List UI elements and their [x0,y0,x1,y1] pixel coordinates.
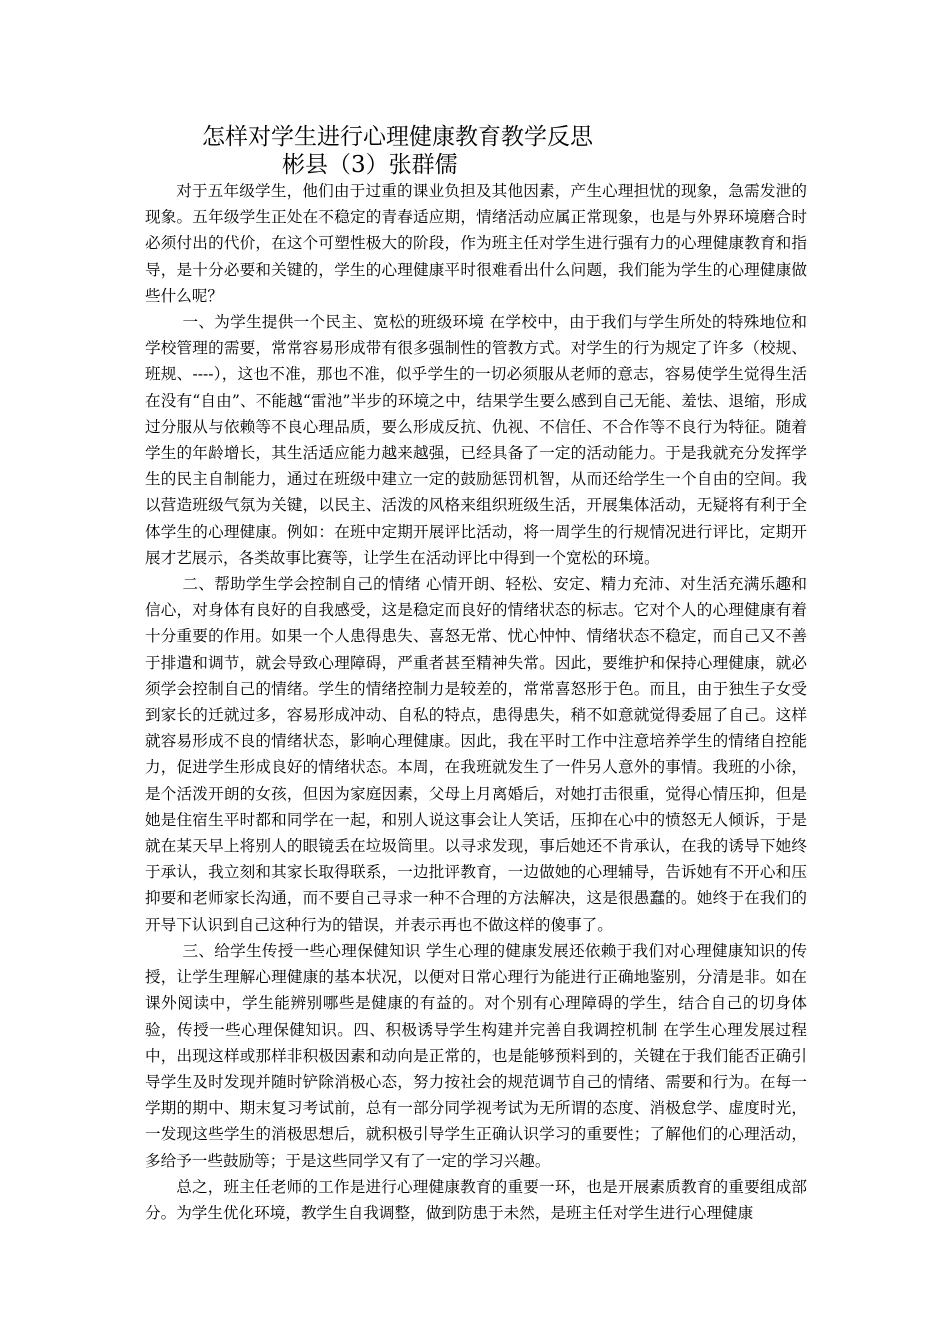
document-body [145,178,807,1226]
paragraph-intro: 对于五年级学生，他们由于过重的课业负担及其他因素，产生心理担忧的现象，急需发泄的现象。五年级学生正处在不稳定的青春适应期，情绪活动应属正常现象，也是与外界环境磨合时必须付出的代价，在这个可塑性极大的阶段，作为班主任对学生进行强有力的心理健康教育和指导，是十分必要和关键的，学生的心理健康平时很难看出什么问题，我们能为学生的心理健康做些什么呢？ [145,182,807,305]
paragraph-section-2: 二、帮助学生学会控制自己的情绪 心情开朗、轻松、安定、精力充沛、对生活充满乐趣和信心，对身体有良好的自我感受，这是稳定而良好的情绪状态的标志。它对个人的心理健康有着十分重要的作用。如果一个人患得患失、喜怒无常、忧心忡忡、情绪状态不稳定，而自己又不善于排遣和调节，就会导致心理障碍，严重者甚至精神失常。因此，要维护和保持心理健康，就必须学会控制自己的情绪。学生的情绪控制力是较差的，常常喜怒形于色。而且，由于独生子女受到家长的迁就过多，容易形成冲动、自私的特点，患得患失，稍不如意就觉得委屈了自己。这样就容易形成不良的情绪状态，影响心理健康。因此，我在平时工作中注意培养学生的情绪自控能力，促进学生形成良好的情绪状态。本周，在我班就发生了一件另人意外的事情。我班的小徐，是个活泼开朗的女孩，但因为家庭因素，父母上月离婚后，对她打击很重，觉得心情压抑，但是她是住宿生平时都和同学在一起，和别人说这事会让人笑话，压抑在心中的愤怒无人倾诉，于是就在某天早上将别人的眼镜丢在垃圾筒里。以寻求发现，事后她还不肯承认，在我的诱导下她终于承认，我立刻和其家长取得联系，一边批评教育，一边做她的心理辅导，告诉她有不开心和压抑要和老师家长沟通，而不要自己寻求一种不合理的方法解决，这是很愚蠢的。她终于在我们的开导下认识到自己这种行为的错误，并表示再也不做这样的傻事了。 [145,575,807,934]
paragraph-section-3: 三、给学生传授一些心理保健知识 学生心理的健康发展还依赖于我们对心理健康知识的传授，让学生理解心理健康的基本状况，以便对日常心理行为能进行正确地鉴别，分清是非。如在课外阅读中，学生能辨别哪些是健康的有益的。对个别有心理障碍的学生，结合自己的切身体验，传授一些心理保健知识。四、积极诱导学生构建并完善自我调控机制 在学生心理发展过程中，出现这样或那样非积极因素和动向是正常的，也是能够预料到的，关键在于我们能否正确引导学生及时发现并随时铲除消极心态，努力按社会的规范调节自己的情绪、需要和行为。在每一学期的期中、期末复习考试前，总有一部分同学视考试为无所谓的态度、消极怠学、虚度时光，一发现这些学生的消极思想后，就积极引导学生正确认识学习的重要性；了解他们的心理活动，多给予一些鼓励等；于是这些同学又有了一定的学习兴趣。 [145,941,807,1170]
document-title: 怎样对学生进行心理健康教育教学反思 [202,124,593,150]
paragraph-section-1: 一、为学生提供一个民主、宽松的班级环境 在学校中，由于我们与学生所处的特殊地位和学校管理的需要，常常容易形成带有很多强制性的管教方式。对学生的行为规定了许多（校规、班规、----），这也不准，那也不准，似乎学生的一切必须服从老师的意志，容易使学生觉得生活在没有“自由”、不能越“雷池”半步的环境之中，结果学生要么感到自己无能、羞怯、退缩，形成过分服从与依赖等不良心理品质，要么形成反抗、仇视、不信任、不合作等不良行为特征。随着学生的年龄增长，其生活适应能力越来越强，已经具备了一定的活动能力。于是我就充分发挥学生的民主自制能力，通过在班级中建立一定的鼓励惩罚机智，从而还给学生一个自由的空间。我以营造班级气氛为关键，以民主、活泼的风格来组织班级生活，开展集体活动，无疑将有利于全体学生的心理健康。例如：在班中定期开展评比活动，将一周学生的行规情况进行评比，定期开展才艺展示，各类故事比赛等，让学生在活动评比中得到一个宽松的环境。 [145,313,807,567]
paragraph-conclusion: 总之，班主任老师的工作是进行心理健康教育的重要一环，也是开展素质教育的重要组成部分。为学生优化环境，教学生自我调整，做到防患于未然，是班主任对学生进行心理健康 [145,1177,807,1222]
document-author: 彬县（3）张群儒 [282,152,458,178]
